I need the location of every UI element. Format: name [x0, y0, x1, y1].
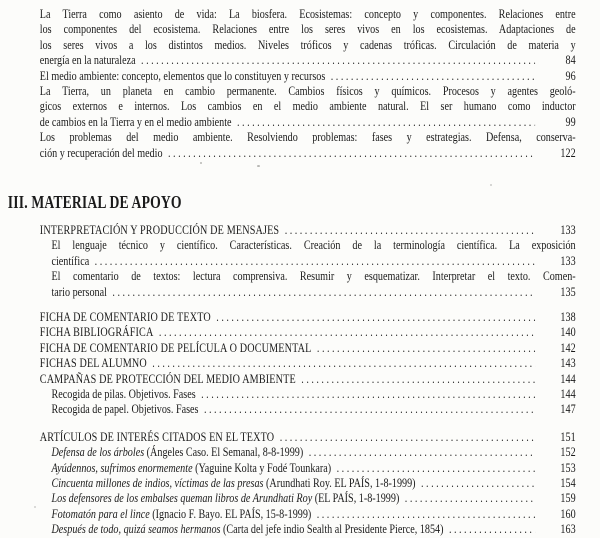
toc-entry [40, 401, 576, 416]
toc-entry-wrapped-line: los seres vivos a los distintos medios. Niveles tróficos y cadenas tróficas. Circulación de materia y [39, 36, 576, 52]
toc-entry-text: ción y recuperación del medio [39, 144, 163, 160]
toc-entry [40, 386, 576, 401]
toc-entry-row [40, 324, 576, 339]
toc-group-unit-preamble [40, 6, 576, 160]
page-number: 84 [565, 52, 576, 68]
dot-leader [301, 371, 535, 386]
toc-entry [40, 268, 576, 299]
toc-entry [40, 460, 576, 475]
dot-leader [309, 444, 535, 459]
dot-leader [204, 401, 535, 416]
toc-entry-row [40, 145, 576, 160]
toc-entry-text: energía en la naturaleza [39, 52, 136, 68]
page-number: 143 [560, 355, 576, 371]
page-number: 159 [560, 490, 576, 506]
toc-entry-text: Cincuenta millones de indios, víctimas de las presas (Arundhati Roy. EL PAÍS, 1-8-1999) [51, 475, 416, 491]
toc-entry-row [40, 309, 576, 324]
toc-entry-row [40, 371, 576, 386]
scan-speck [200, 162, 202, 164]
page-number: 135 [560, 283, 576, 299]
scan-speck [34, 506, 36, 508]
toc-group-interpretacion [40, 222, 576, 299]
toc-entry-wrapped-line: gicos externos e internos. Los cambios en el medio ambiente natural. El ser humano como inductor [39, 98, 576, 114]
dot-leader [95, 253, 535, 268]
toc-entry-text: Después de todo, quizá seamos hermanos (Carta del jefe indio Sealth al Presidente Pierce, 1854) [51, 521, 444, 537]
page-number: 140 [560, 324, 576, 340]
toc-entry-row [51, 253, 575, 268]
toc-entry-row [40, 340, 576, 355]
toc-entry-text: FICHA DE COMENTARIO DE TEXTO [39, 308, 211, 324]
page-number: 147 [560, 401, 576, 417]
toc-entry-row [40, 52, 576, 67]
toc-entry [40, 309, 576, 324]
toc-entry-row [51, 444, 575, 459]
toc-entry-wrapped-line: El lenguaje técnico y científico. Características. Creación de la terminología científica. La exposición [51, 237, 576, 253]
toc-entry-text: Fotomatón para el lince (Ignacio F. Bayo. EL PAÍS, 15-8-1999) [51, 505, 312, 521]
page-number: 142 [560, 339, 576, 355]
toc-group-articulos [40, 429, 576, 537]
toc-entry [40, 444, 576, 459]
toc-entry-text: científica [51, 252, 90, 268]
toc-entry [40, 324, 576, 339]
toc-entry [40, 355, 576, 370]
dot-leader [285, 222, 535, 237]
page-number: 144 [560, 386, 576, 401]
toc-entry-row [51, 460, 575, 475]
toc-entry-row [40, 68, 576, 83]
section-heading: III. MATERIAL DE APOYO [7, 191, 182, 212]
article-title: Los defensores de los embalses queman libros de Arundhati Roy [51, 490, 313, 506]
toc-entry-text: tario personal [51, 283, 107, 299]
toc-entry [40, 6, 576, 68]
toc-entry-wrapped-line: La Tierra, un planeta en cambio permanente. Cambios físicos y químicos. Procesos y agentes geoló- [39, 82, 576, 98]
toc-entry-row [51, 490, 575, 505]
toc-entry-row [51, 475, 575, 490]
dot-leader [237, 114, 535, 129]
toc-entry-text: ARTÍCULOS DE INTERÉS CITADOS EN EL TEXTO [39, 428, 275, 444]
page-number: 96 [565, 67, 576, 83]
page-number: 122 [560, 144, 576, 160]
article-title: Después de todo, quizá seamos hermanos [51, 521, 221, 537]
dot-leader [112, 284, 535, 299]
page-number: 151 [560, 428, 576, 444]
dot-leader [405, 490, 535, 505]
toc-entry [40, 475, 576, 490]
toc-entry-row [40, 114, 576, 129]
toc-entry-wrapped-line: los componentes del ecosistema. Relaciones entre los seres vivos en los ecosistemas. Adaptaciones de [39, 21, 576, 37]
toc-entry [40, 237, 576, 268]
toc-entry-text: INTERPRETACIÓN Y PRODUCCIÓN DE MENSAJES [39, 221, 280, 237]
page-number: 160 [560, 505, 576, 521]
toc-entry-wrapped-line: El comentario de textos: lectura comprensiva. Resumir y esquematizar. Interpretar el texto. Comen- [51, 268, 576, 284]
dot-leader [317, 340, 535, 355]
toc-entry-text: de cambios en la Tierra y en el medio ambiente [39, 113, 232, 129]
toc-entry-row [51, 284, 575, 299]
page-number: 153 [560, 459, 576, 475]
dot-leader [421, 475, 535, 490]
page-number: 133 [560, 221, 576, 237]
toc-entry-wrapped-line: La Tierra como asiento de vida: La biosfera. Ecosistemas: concepto y componentes. Relaciones entre [39, 6, 576, 21]
toc-group-fichas [40, 309, 576, 417]
toc-entry-row [51, 521, 575, 536]
toc-entry-text: El medio ambiente: concepto, elementos que lo constituyen y recursos [39, 67, 326, 83]
toc-entry-text: Recogida de pilas. Objetivos. Fases [51, 386, 196, 401]
scan-speck [257, 165, 260, 167]
dot-leader [331, 68, 535, 83]
page-number: 133 [560, 252, 576, 268]
dot-leader [168, 145, 535, 160]
toc-entry [40, 222, 576, 237]
dot-leader [141, 52, 535, 67]
toc-entry-text: CAMPAÑAS DE PROTECCIÓN DEL MEDIO AMBIENTE [39, 370, 296, 386]
toc-entry-text: Los defensores de los embalses queman libros de Arundhati Roy (EL PAÍS, 1-8-1999) [51, 490, 400, 506]
page-number: 152 [560, 444, 576, 460]
toc-entry-text: FICHA DE COMENTARIO DE PELÍCULA O DOCUMENTAL [39, 339, 312, 355]
scan-speck [490, 184, 492, 186]
dot-leader [337, 460, 535, 475]
dot-leader [216, 309, 535, 324]
dot-leader [317, 506, 535, 521]
toc-entry-text: Defensa de los árboles (Ángeles Caso. El Semanal, 8-8-1999) [51, 444, 304, 460]
toc-entry-row [51, 401, 575, 416]
toc-entry [40, 490, 576, 505]
toc-entry-text: Recogida de papel. Objetivos. Fases [51, 401, 199, 417]
page-number: 163 [560, 521, 576, 537]
toc-entry-wrapped-line: Los problemas del medio ambiente. Resolviendo problemas: fases y estrategias. Defensa, conserva- [39, 129, 576, 145]
toc-entry-text: FICHA BIBLIOGRÁFICA [39, 324, 154, 340]
article-title: Fotomatón para el lince [51, 505, 150, 521]
toc-entry-row [51, 506, 575, 521]
toc-entry [40, 371, 576, 386]
page-number: 99 [565, 113, 576, 129]
page-number: 144 [560, 370, 576, 386]
toc-entry [40, 506, 576, 521]
page-number: 138 [560, 308, 576, 324]
toc-entry-row [40, 429, 576, 444]
toc-entry-row [40, 355, 576, 370]
article-title: Cincuenta millones de indios, víctimas de las presas [51, 475, 264, 491]
toc-entry [40, 521, 576, 536]
dot-leader [159, 324, 535, 339]
dot-leader [280, 429, 535, 444]
toc-entry-row [51, 386, 575, 401]
toc-entry-text: Ayúdennos, sufrimos enormemente (Yaguine Kolta y Fodé Tounkara) [51, 459, 332, 475]
toc-entry-text: FICHAS DEL ALUMNO [39, 355, 147, 371]
article-title: Ayúdennos, sufrimos enormemente [51, 459, 193, 475]
toc-entry [40, 83, 576, 129]
toc-entry [40, 129, 576, 160]
dot-leader [201, 386, 535, 401]
page-number: 154 [560, 475, 576, 491]
toc-entry [40, 340, 576, 355]
dot-leader [152, 355, 535, 370]
article-title: Defensa de los árboles [51, 444, 145, 460]
dot-leader [449, 521, 535, 536]
toc-entry [40, 429, 576, 444]
toc-entry-row [40, 222, 576, 237]
toc-entry [40, 68, 576, 83]
